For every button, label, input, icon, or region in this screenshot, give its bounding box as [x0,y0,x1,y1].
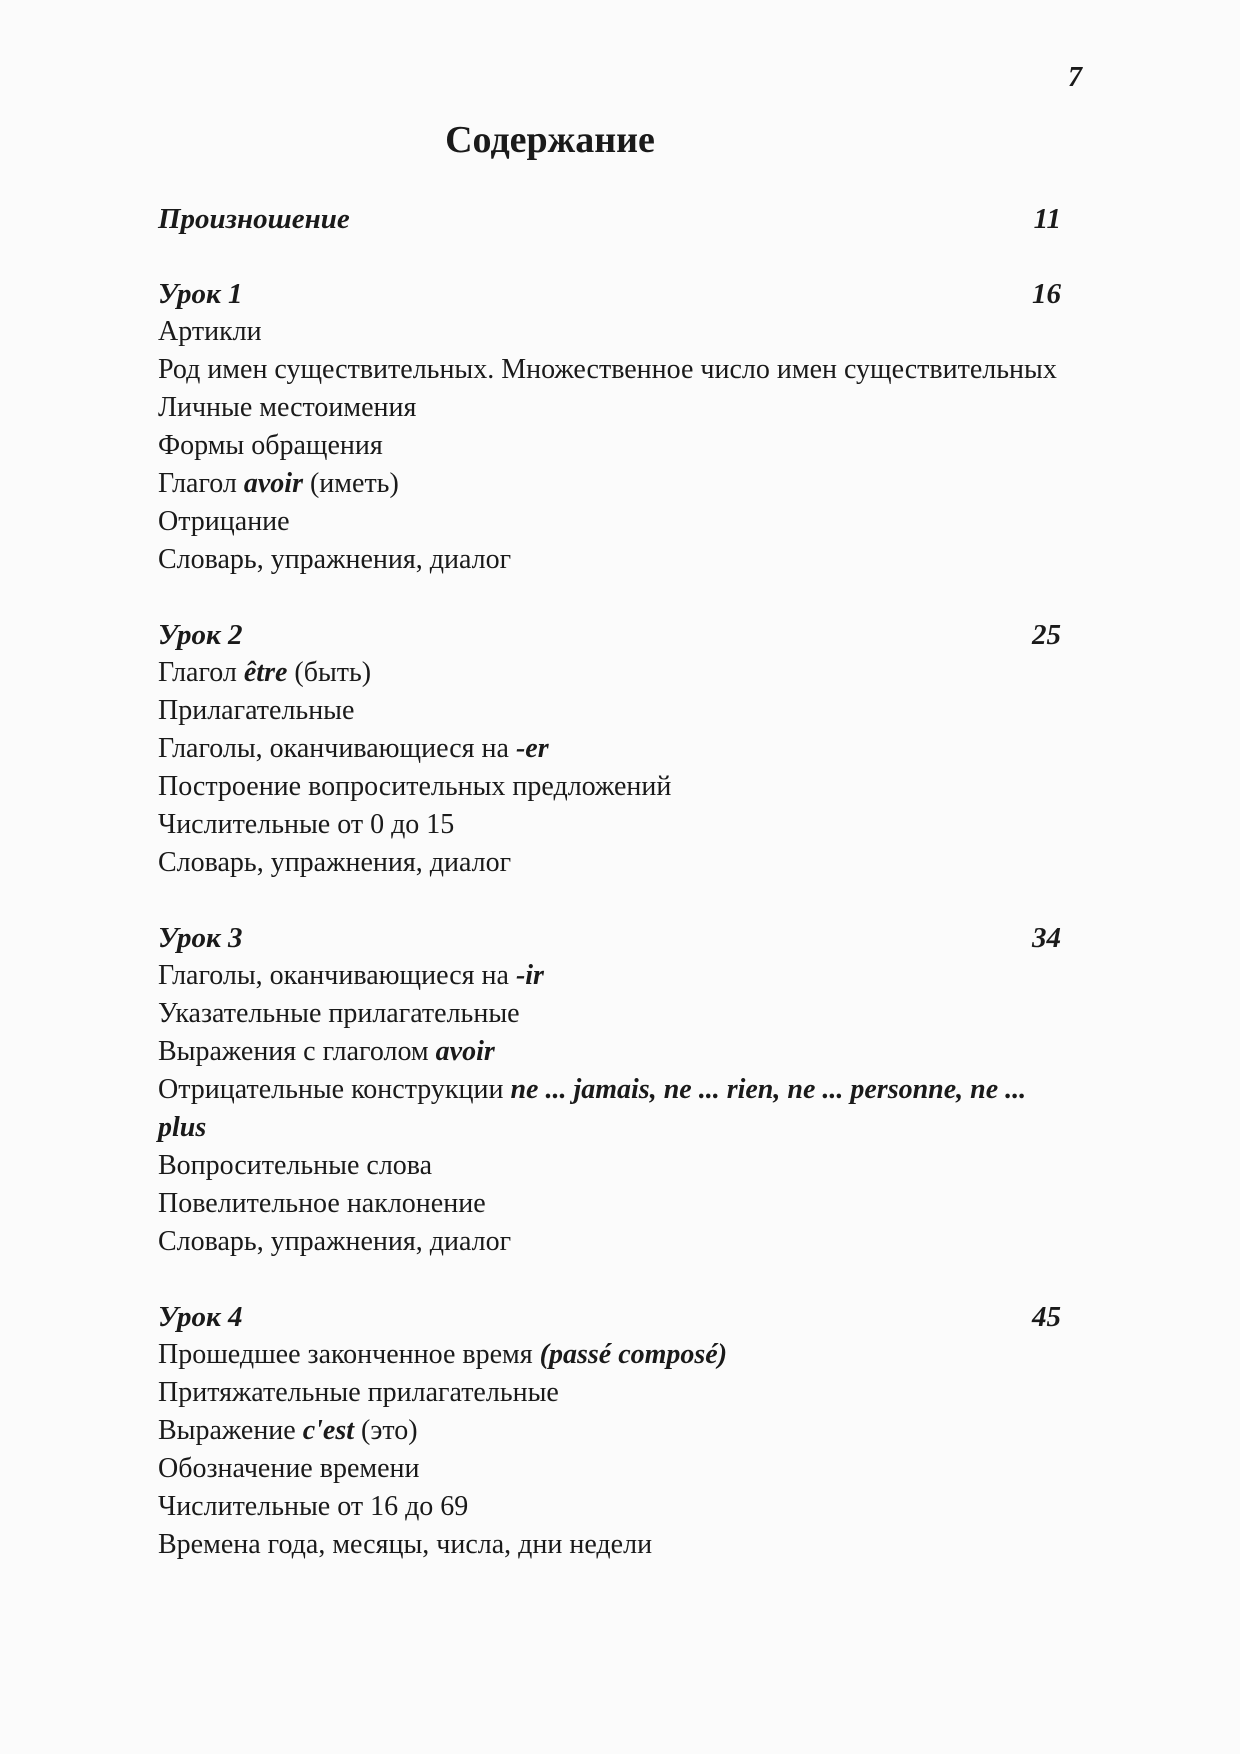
section-title: Урок 2 [158,619,243,651]
toc-section-heading [158,275,1063,313]
toc-entry: Словарь, упражнения, диалог [158,847,512,878]
toc-section [158,616,1063,882]
section-title: Урок 1 [158,278,243,310]
toc-entry: Обозначение времени [158,1453,420,1484]
toc-entry: Отрицательные конструкции ne ... jamais, ne ... rien, ne ... personne, ne ... plus [158,1074,1027,1143]
toc-entry: Вопросительные слова [158,1150,433,1181]
entry-term: être [243,657,288,688]
entry-term: (passé composé) [539,1339,728,1370]
toc-section [158,919,1063,1261]
toc-entry: Глагол être (быть) [158,657,372,688]
section-title: Урок 4 [158,1301,243,1333]
toc-entry: Притяжательные прилагательные [158,1377,559,1408]
toc-entry: Времена года, месяцы, числа, дни недели [158,1529,653,1560]
entry-term: ne ... jamais, ne ... rien, ne ... personne, ne ... plus [158,1074,1027,1143]
toc-entry: Формы обращения [158,430,383,461]
toc-section-heading [158,919,1063,957]
toc-entry: Прилагательные [158,695,355,726]
toc-entry: Числительные от 0 до 15 [158,809,455,840]
toc-entry: Словарь, упражнения, диалог [158,1226,512,1257]
toc-entry: Глаголы, оканчивающиеся на -ir [158,960,544,991]
toc-entry: Указательные прилагательные [158,998,520,1029]
toc-entry: Повелительное наклонение [158,1188,486,1219]
toc-entry: Построение вопросительных предложений [158,771,672,802]
section-page-number: 45 [1032,1301,1061,1333]
section-page-number: 25 [1032,619,1061,651]
toc-entry: Прошедшее законченное время (passé composé) [158,1339,728,1370]
toc-entry: Глагол avoir (иметь) [158,468,399,499]
toc-entry: Выражение c'est (это) [158,1415,418,1446]
section-page-number: 11 [1033,203,1061,235]
table-of-contents [158,200,1063,1601]
section-title: Произношение [158,203,350,235]
toc-entry: Артикли [158,316,262,347]
toc-entry: Отрицание [158,506,290,537]
toc-entry: Выражения с глаголом avoir [158,1036,495,1067]
section-page-number: 16 [1032,278,1061,310]
toc-section [158,275,1063,579]
toc-section-heading [158,616,1063,654]
page-title: Содержание [445,119,655,161]
toc-entry: Личные местоимения [158,392,417,423]
toc-entry: Словарь, упражнения, диалог [158,544,512,575]
toc-section [158,200,1063,238]
toc-entry: Род имен существительных. Множественное число имен существительных [158,354,1057,385]
entry-term: avoir [243,468,303,499]
toc-entry: Глаголы, оканчивающиеся на -er [158,733,549,764]
toc-entry: Числительные от 16 до 69 [158,1491,469,1522]
entry-term: -ir [515,960,544,991]
page-number: 7 [1068,62,1082,93]
section-page-number: 34 [1032,922,1061,954]
toc-section [158,1298,1063,1564]
entry-term: avoir [435,1036,495,1067]
toc-section-heading [158,200,1063,238]
entry-term: -er [515,733,549,764]
toc-section-heading [158,1298,1063,1336]
section-title: Урок 3 [158,922,243,954]
entry-term: c'est [302,1415,355,1446]
